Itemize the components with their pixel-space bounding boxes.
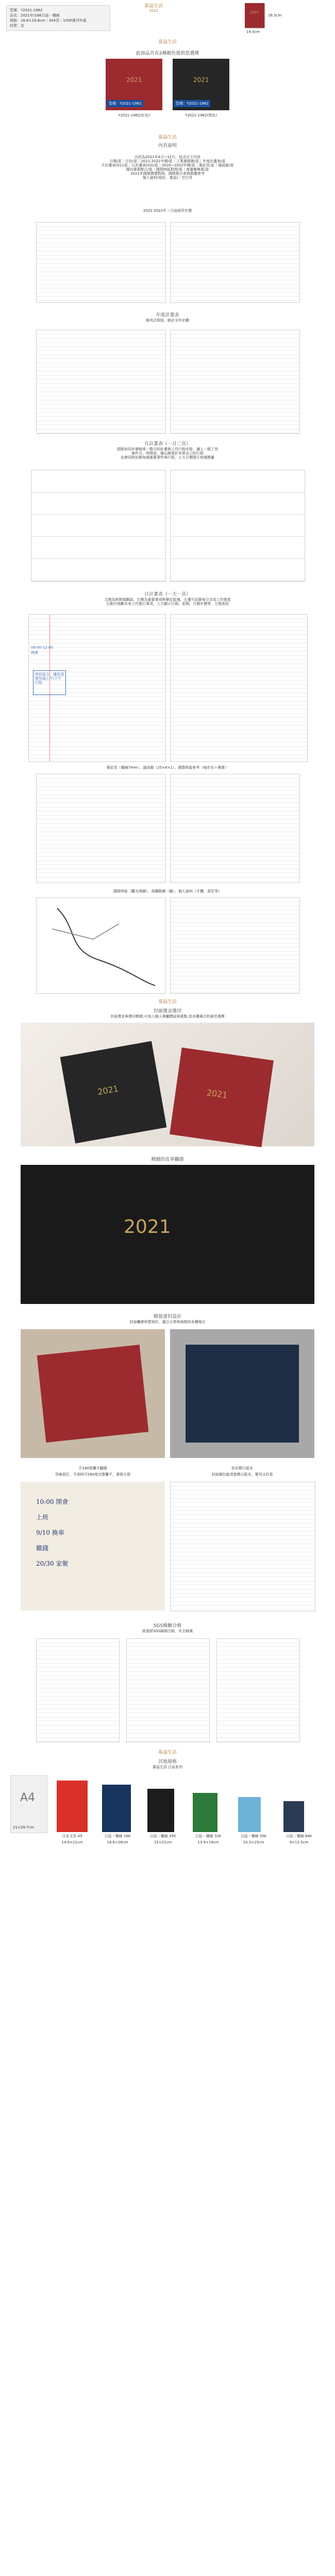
colors-brand — [142, 38, 193, 45]
texture-year: 2021 — [124, 1216, 171, 1238]
size-book — [283, 1801, 304, 1832]
monthly-page-left — [31, 470, 166, 582]
size-book — [57, 1781, 88, 1832]
test-title: SGS檢驗合格 — [153, 1623, 182, 1629]
calendar-page-left — [36, 222, 166, 303]
monthly-desc: 搭配如同年曆檢視一整月的計畫與工作行程安排，讓人一眼了然 條件式、時間表、備忘錄便於安排自己的行程 也會同時記錄每週重要事件與行程，上方月曆提示每週節慶 — [117, 447, 218, 460]
size-book — [193, 1793, 217, 1832]
size-card-note: 18.6×26cm — [107, 1840, 128, 1844]
texture-photo — [21, 1165, 314, 1304]
size-card-name: 日誌－橫線 25K — [149, 1834, 176, 1838]
size-row — [52, 1775, 325, 1853]
book-red-sticker: 型號：Y2021-1962 — [107, 100, 143, 107]
colors-section — [0, 36, 335, 129]
spine-desc: 封面顏色能清楚標示版本，實用又好看 — [211, 1472, 273, 1477]
extra-page-left — [36, 897, 166, 994]
brand-year: 2021 — [149, 9, 158, 13]
sizes-section — [0, 1747, 335, 1860]
cover-title: 封面燙金燙印 — [153, 1009, 181, 1014]
size-card-name: 日誌－橫線 32K — [195, 1834, 222, 1838]
size-card-note: 15×21cm — [154, 1840, 172, 1844]
spec-line-3: 規格：16.6×19.6cm｜304頁｜100P薄刊年處 — [10, 19, 87, 23]
yearplan-desc: 條列式排版，統計全年計劃 — [146, 318, 189, 323]
binding-book-red — [37, 1345, 149, 1443]
size-book — [238, 1797, 261, 1832]
rail-map-illustration — [37, 898, 165, 993]
sizes-brand: 慕溢生活 — [158, 1750, 177, 1755]
calendar-title: 2021-2022年｜日誌兩頁年曆 — [143, 209, 192, 213]
notes-title: 筆記頁（橫線7mm）、通訊錄（25×8×1）、國際時區參考（城市名＋換算） — [106, 766, 229, 770]
size-book — [147, 1789, 174, 1832]
contents-brand: 慕溢生活 — [158, 135, 177, 140]
binding-photo-right — [170, 1329, 314, 1458]
book-thumbnail — [245, 3, 264, 28]
hand-line-4: 繳錢 — [36, 1545, 49, 1552]
ribbon-title: 平180度攤平翻閱 — [78, 1466, 107, 1470]
book-red-year: 2021 — [126, 76, 142, 83]
yearplan-page-left — [36, 330, 166, 434]
brand-logo — [133, 2, 174, 13]
calendar-spread — [0, 219, 335, 307]
daily-section — [0, 587, 335, 762]
daily-annot-time: 09:00-12:00 — [31, 646, 53, 650]
size-book — [102, 1785, 131, 1832]
monthly-page-right — [170, 470, 305, 582]
size-card-name: 日誌－橫線 16K — [104, 1834, 131, 1838]
binding-desc: 封面觸感與質地好，適合日常與商務的各種場合 — [129, 1320, 206, 1324]
sgs-doc-3 — [216, 1638, 300, 1742]
size-card-name: 日本文具 A5 — [62, 1834, 82, 1838]
extra-section — [0, 886, 335, 997]
calendar-page-right — [170, 222, 300, 303]
texture-title: 精緻的皮革觸感 — [151, 1157, 184, 1162]
binding-section — [0, 1309, 335, 1463]
hand-line-3: 9/10 換車 — [36, 1529, 64, 1536]
yearplan-title: 年度計畫表 — [156, 313, 179, 318]
size-card — [97, 1775, 138, 1853]
test-desc: 紙張經SGS檢測合格，安全無虞 — [142, 1629, 193, 1633]
notes-page-right — [170, 774, 300, 883]
daily-desc: 左側為時間規劃區，右側為重要事項與筆記區塊，左邊可記錄每日完成工作進度 右側可規劃未來工作進行事項，上方顯示日期、星期、月曆年曆等，方便查找 — [104, 598, 231, 606]
size-card-note: 13.4×19cm — [197, 1840, 219, 1844]
book-black — [173, 59, 229, 110]
colors-title: 此商品共有2種顏色提供您選擇 — [136, 51, 199, 56]
size-card — [188, 1775, 229, 1853]
spec-line-4: 材質：皮 — [10, 24, 24, 28]
sgs-section — [0, 1618, 335, 1747]
hand-line-5: 20/30 家聚 — [36, 1560, 69, 1567]
notes-section — [0, 762, 335, 886]
cover-book-red-year: 2021 — [206, 1087, 228, 1100]
book-black-year: 2021 — [193, 76, 209, 83]
daily-title: 日計畫表（一天一頁） — [144, 592, 191, 597]
size-card-name: 日誌－橫線 64K — [286, 1834, 312, 1838]
dim-height: 26.5cm — [268, 13, 282, 18]
colors-brand-name: 慕溢生活 — [158, 40, 177, 45]
contents-desc: 內頁為2021年4月~12月，包含以下內容 日期/星｜月份/星｜2021-2022年曆/星｜工業週期曆/星｜年度計畫表/星 月計畫表(01)/星｜日計畫表(03)/星｜2020~2022年曆/星｜筆記頁/星｜通訊錄/星 國內重要節日/星｜國際時區對照/星｜度量衡換算/星 2021年國曆農曆對照，國際假日表與節慶參考 個人資料(地址、電話)｜空白頁 — [101, 155, 234, 180]
cover-book-black-year: 2021 — [96, 1083, 120, 1097]
spec-box — [6, 5, 110, 31]
binding-book-blue — [186, 1345, 299, 1443]
dim-width: 19.5cm — [246, 30, 260, 34]
binding-title: 精裝書封設計 — [153, 1314, 181, 1319]
book-red — [106, 59, 162, 110]
ribbon-desc: 穿線裝訂，平放時可180度完整攤平，書寫方便 — [55, 1472, 131, 1477]
texture-section — [0, 1151, 335, 1309]
sgs-doc-1 — [36, 1638, 120, 1742]
sizes-sub: 慕溢生活 日誌系列 — [152, 1765, 183, 1769]
monthly-section — [0, 438, 335, 587]
size-a4-label: A4 — [20, 1791, 36, 1804]
binding-photo-left — [21, 1329, 165, 1458]
yearplan-page-right — [170, 330, 300, 434]
book-thumb-year: 2021 — [250, 10, 259, 14]
size-a4-note: 21×29.7cm — [13, 1825, 35, 1829]
spec-line-1: 型號：Y2021-1962 — [10, 8, 43, 12]
daily-annot-box — [33, 670, 66, 695]
hand-line-2: 上班 — [36, 1514, 49, 1521]
size-card-note: 10.5×15cm — [243, 1840, 264, 1844]
daily-page-left — [28, 614, 166, 762]
yearplan-section — [0, 309, 335, 438]
ribbon-section — [0, 1463, 335, 1618]
size-card — [233, 1775, 274, 1853]
extra-title: 國際時區（觀光地圖）、高鐵路網（圖）、個人資料（手機、喜好等） — [113, 889, 222, 893]
spec-line-2: 品名：2021年/16K日誌－橫線 — [10, 13, 60, 18]
size-card — [278, 1775, 320, 1853]
writing-photo — [21, 1482, 165, 1611]
size-a4 — [10, 1775, 47, 1833]
spec-header — [0, 0, 335, 36]
size-card — [52, 1775, 93, 1853]
cover-photo — [21, 1023, 314, 1146]
size-card-name: 日誌－橫線 50K — [240, 1834, 267, 1838]
spine-page — [170, 1482, 315, 1612]
book-black-sticker: 型號：Y2021-1962 — [174, 100, 210, 107]
size-card — [142, 1775, 183, 1853]
daily-annot-meeting: 開會 — [31, 651, 38, 655]
size-card-note: 9×13.5cm — [289, 1840, 309, 1844]
sizes-title: 其他規格 — [158, 1759, 177, 1765]
monthly-title: 月計畫表（一月二頁） — [144, 442, 191, 447]
brand-name: 慕溢生活 — [144, 4, 163, 9]
daily-annot-note: 時段區分，讓你清楚知道上午/下午行程 — [35, 672, 64, 685]
cover-book-red — [170, 1047, 274, 1147]
notes-page-left — [36, 774, 166, 883]
extra-page-right — [170, 897, 300, 994]
contents-section — [0, 131, 335, 216]
size-card-note: 14.8×21cm — [61, 1840, 83, 1844]
cover-book-black — [60, 1041, 167, 1144]
sgs-doc-2 — [126, 1638, 210, 1742]
cover-section — [0, 997, 335, 1151]
spine-title: 色彩標示版本 — [231, 1466, 253, 1470]
hand-line-1: 10:00 開會 — [36, 1498, 69, 1505]
cover-desc: 封面燙金與燙印精緻,可加入個人專屬標誌與重點,是各種場合的最佳選擇 — [110, 1014, 225, 1019]
daily-page-right — [170, 614, 308, 762]
cover-brand: 慕溢生活 — [158, 999, 177, 1005]
color-label-red: Y2021-1962(紅色) — [118, 113, 150, 117]
color-label-black: Y2021-1962(黑色) — [185, 113, 217, 117]
contents-title: 內頁說明 — [158, 143, 177, 148]
